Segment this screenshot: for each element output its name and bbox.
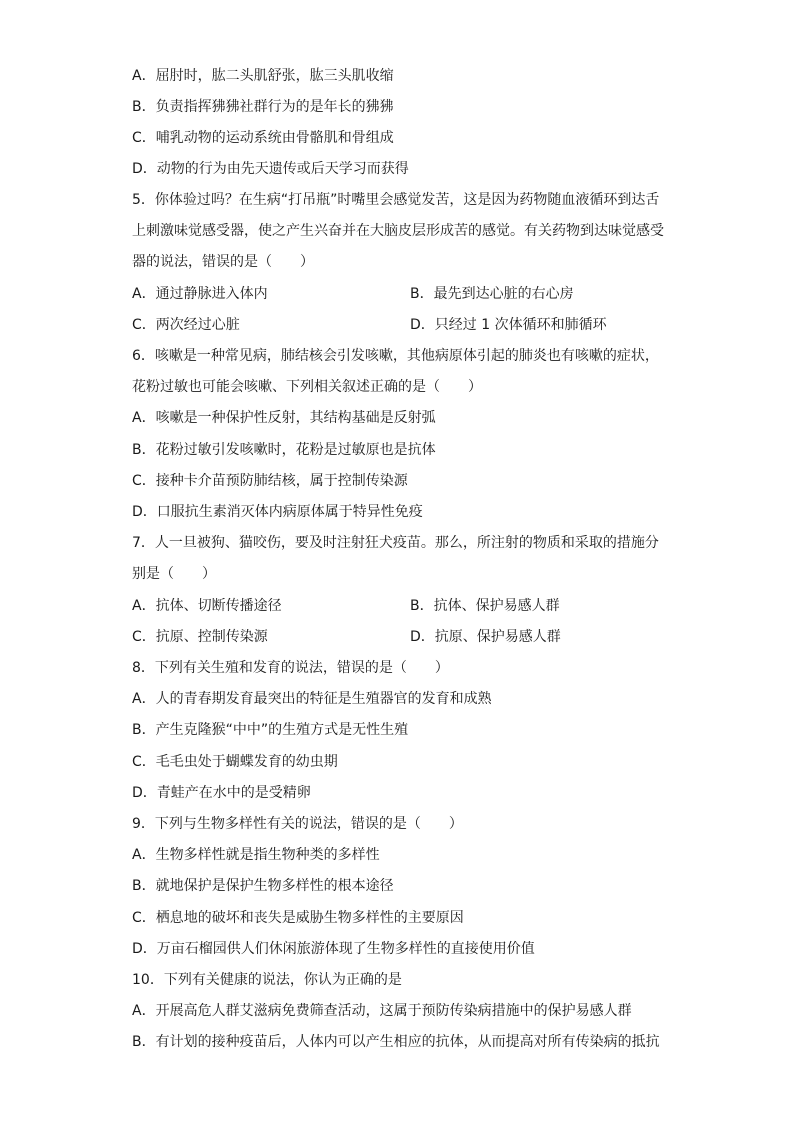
q10-option-b: B．有计划的接种疫苗后，人体内可以产生相应的抗体，从而提高对所有传染病的抵抗 — [132, 1034, 660, 1050]
q4-option-a: A．屈肘时，肱二头肌舒张，肱三头肌收缩 — [132, 68, 394, 84]
q4-option-b: B．负责指挥狒狒社群行为的是年长的狒狒 — [132, 99, 394, 115]
q6-option-a: A．咳嗽是一种保护性反射，其结构基础是反射弧 — [132, 410, 436, 426]
q9-option-b: B．就地保护是保护生物多样性的根本途径 — [132, 878, 394, 894]
q6-option-d: D．口服抗生素消灭体内病原体属于特异性免疫 — [132, 504, 423, 520]
q6-stem-line2: 花粉过敏也可能会咳嗽、下列相关叙述正确的是（ ） — [132, 379, 482, 395]
q7-option-a: A．抗体、切断传播途径 — [132, 598, 282, 614]
q7-stem-line2: 别是（ ） — [132, 566, 216, 582]
q7-option-d: D．抗原、保护易感人群 — [410, 629, 561, 645]
q5-stem-line2: 上刺激味觉感受器，使之产生兴奋并在大脑皮层形成苦的感觉。有关药物到达味觉感受 — [132, 223, 664, 239]
q5-option-a: A．通过静脉进入体内 — [132, 286, 268, 302]
q9-option-a: A．生物多样性就是指生物种类的多样性 — [132, 847, 380, 863]
q9-stem: 9．下列与生物多样性有关的说法，错误的是（ ） — [132, 816, 463, 832]
q8-option-d: D．青蛙产在水中的是受精卵 — [132, 785, 311, 801]
q6-option-c: C．接种卡介苗预防肺结核，属于控制传染源 — [132, 473, 408, 489]
q10-stem: 10．下列有关健康的说法，你认为正确的是 — [132, 972, 402, 988]
q10-option-a: A．开展高危人群艾滋病免费筛查活动，这属于预防传染病措施中的保护易感人群 — [132, 1003, 632, 1019]
q4-option-d: D．动物的行为由先天遗传或后天学习而获得 — [132, 161, 409, 177]
q8-option-a: A．人的青春期发育最突出的特征是生殖器官的发育和成熟 — [132, 691, 492, 707]
q5-stem-line1: 5．你体验过吗？在生病“打吊瓶”时嘴里会感觉发苦，这是因为药物随血液循环到达舌 — [132, 192, 660, 208]
q5-option-c: C．两次经过心脏 — [132, 317, 240, 333]
q8-stem: 8．下列有关生殖和发育的说法，错误的是（ ） — [132, 660, 449, 676]
q5-stem-line3: 器的说法，错误的是（ ） — [132, 254, 314, 270]
q9-option-d: D．万亩石榴园供人们休闲旅游体现了生物多样性的直接使用价值 — [132, 941, 535, 957]
q6-option-b: B．花粉过敏引发咳嗽时，花粉是过敏原也是抗体 — [132, 442, 436, 458]
q7-option-b: B．抗体、保护易感人群 — [410, 598, 560, 614]
q5-option-d: D．只经过 1 次体循环和肺循环 — [410, 317, 607, 333]
q8-option-c: C．毛毛虫处于蝴蝶发育的幼虫期 — [132, 754, 338, 770]
q7-option-c: C．抗原、控制传染源 — [132, 629, 268, 645]
q5-option-b: B．最先到达心脏的右心房 — [410, 286, 574, 302]
q6-stem-line1: 6．咳嗽是一种常见病，肺结核会引发咳嗽，其他病原体引起的肺炎也有咳嗽的症状， — [132, 348, 659, 364]
q7-stem-line1: 7．人一旦被狗、猫咬伤，要及时注射狂犬疫苗。那么，所注射的物质和采取的措施分 — [132, 535, 659, 551]
q9-option-c: C．栖息地的破坏和丧失是威胁生物多样性的主要原因 — [132, 910, 464, 926]
q4-option-c: C．哺乳动物的运动系统由骨骼肌和骨组成 — [132, 130, 394, 146]
q8-option-b: B．产生克隆猴“中中”的生殖方式是无性生殖 — [132, 722, 409, 738]
